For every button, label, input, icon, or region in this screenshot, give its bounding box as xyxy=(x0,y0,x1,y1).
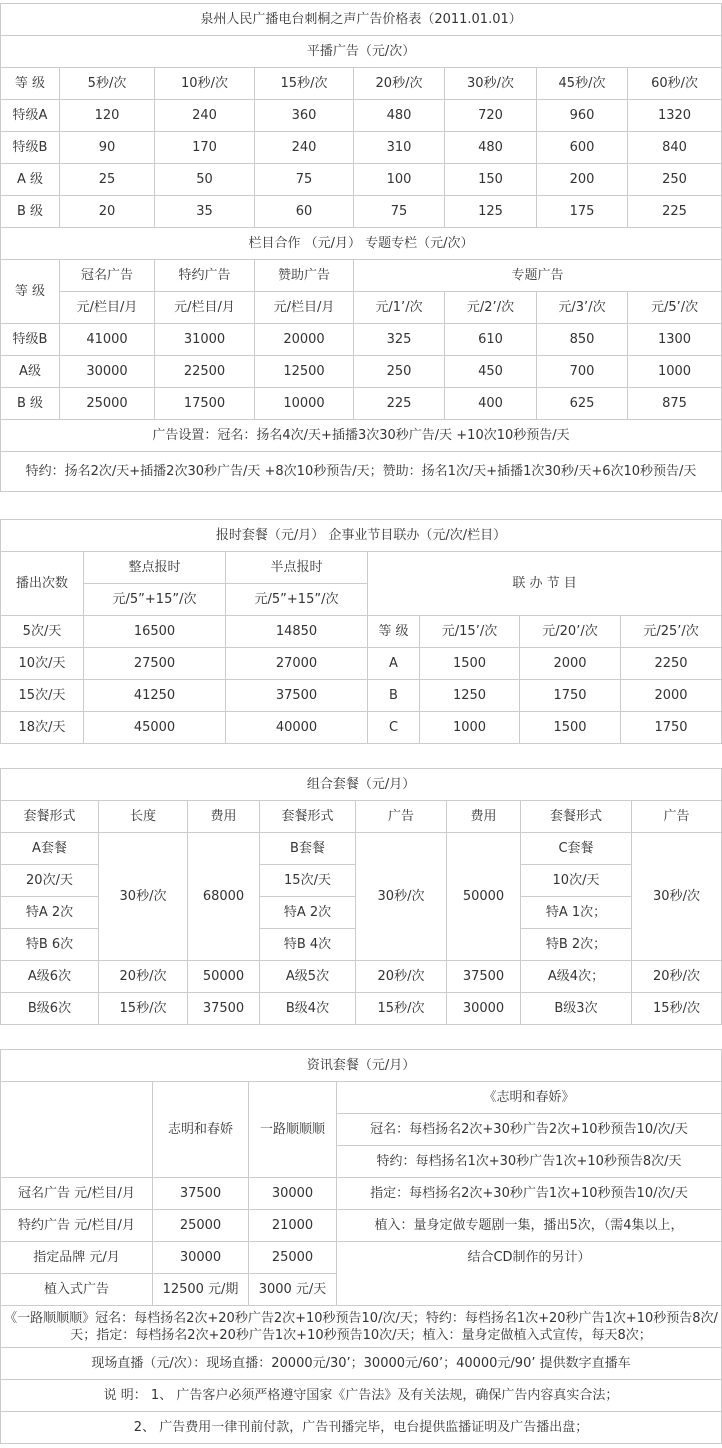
note-text: 特约：扬名2次/天+插播2次30秒广告/天 +8次10秒预告/天；赞助：扬名1次/天+插播1次30秒/天+6次10秒预告/天 xyxy=(1,452,722,492)
table-cell: B级3次 xyxy=(521,993,632,1025)
table-cell: B级6次 xyxy=(1,993,99,1025)
table-cell: 1000 xyxy=(628,356,722,388)
table-cell: 480 xyxy=(445,132,537,164)
table-cell: 225 xyxy=(354,388,445,420)
table-cell: 37500 xyxy=(226,680,368,712)
table-cell: A 级 xyxy=(1,164,60,196)
table-cell: 16500 xyxy=(84,616,226,648)
note-text: 说 明： 1、 广告客户必须严格遵守国家《广告法》及有关法规，确保广告内容真实合法； xyxy=(1,1380,722,1412)
table-cell: 结合CD制作的另计） xyxy=(337,1242,722,1306)
table-cell: 植入式广告 xyxy=(1,1274,153,1306)
table-cell: 20秒/次 xyxy=(99,961,188,993)
header-cell: 费用 xyxy=(447,801,521,833)
table-cell: 50000 xyxy=(188,961,260,993)
table-cell: 特级A xyxy=(1,100,60,132)
table-cell: B级4次 xyxy=(260,993,356,1025)
table-cell: 25000 xyxy=(60,388,155,420)
table-cell: 特A 2次 xyxy=(260,897,356,929)
table-cell: 14850 xyxy=(226,616,368,648)
header-cell: 套餐形式 xyxy=(521,801,632,833)
table-cell: 150 xyxy=(445,164,537,196)
table-cell: 37500 xyxy=(188,993,260,1025)
table-cell: 20秒/次 xyxy=(356,961,447,993)
table-cell: 68000 xyxy=(188,833,260,961)
table-cell: 15次/天 xyxy=(1,680,84,712)
table-cell: 225 xyxy=(628,196,722,228)
table-cell: 1500 xyxy=(420,648,520,680)
table-cell: 1500 xyxy=(520,712,621,744)
table-cell: 30秒/次 xyxy=(632,833,722,961)
table-cell: 25000 xyxy=(249,1242,337,1274)
header-cell: 志明和春娇 xyxy=(153,1082,249,1178)
table-cell: 90 xyxy=(60,132,155,164)
header-cell: 广告 xyxy=(356,801,447,833)
table-cell: 240 xyxy=(255,132,354,164)
table-cell: 850 xyxy=(537,324,628,356)
table-cell: 25 xyxy=(60,164,155,196)
table-cell: 170 xyxy=(155,132,255,164)
table-cell: 12500 xyxy=(255,356,354,388)
table-cell: 200 xyxy=(537,164,628,196)
table-cell: C xyxy=(368,712,420,744)
table-cell: A xyxy=(368,648,420,680)
table-cell: 20000 xyxy=(255,324,354,356)
table-cell: 27500 xyxy=(84,648,226,680)
header-cell: 元/栏目/月 xyxy=(60,292,155,324)
table-cell: 50 xyxy=(155,164,255,196)
table-cell: 325 xyxy=(354,324,445,356)
table-cell: 41250 xyxy=(84,680,226,712)
table-cell: A级5次 xyxy=(260,961,356,993)
table-cell: 特约：每档扬名1次+30秒广告1次+10秒预告8次/天 xyxy=(337,1146,722,1178)
table-cell: 10次/天 xyxy=(1,648,84,680)
table-cell: 840 xyxy=(628,132,722,164)
header-cell: 元/栏目/月 xyxy=(255,292,354,324)
table-cell: 22500 xyxy=(155,356,255,388)
header-cell: 长度 xyxy=(99,801,188,833)
header-cell: 5秒/次 xyxy=(60,68,155,100)
header-cell: 广告 xyxy=(632,801,722,833)
note-text: 现场直播（元/次）：现场直播：20000元/30’；30000元/60’；40000元/90’ 提供数字直播车 xyxy=(1,1348,722,1380)
table-cell: 30000 xyxy=(249,1178,337,1210)
header-cell: 45秒/次 xyxy=(537,68,628,100)
section-title: 平播广告（元/次） xyxy=(1,36,722,68)
info-package-table xyxy=(0,1049,722,1444)
table-cell: A套餐 xyxy=(1,833,99,865)
table-cell: 100 xyxy=(354,164,445,196)
table-cell: 1300 xyxy=(628,324,722,356)
table-cell: 20 xyxy=(60,196,155,228)
table-cell: 625 xyxy=(537,388,628,420)
table-cell: 35 xyxy=(155,196,255,228)
table-cell: 特约广告 元/栏目/月 xyxy=(1,1210,153,1242)
table-cell: 75 xyxy=(354,196,445,228)
table-cell: 240 xyxy=(155,100,255,132)
table-cell: 2000 xyxy=(621,680,722,712)
table-cell: 720 xyxy=(445,100,537,132)
table-cell: 60 xyxy=(255,196,354,228)
header-cell: 播出次数 xyxy=(1,552,84,616)
header-cell: 联 办 节 目 xyxy=(368,552,722,616)
table-title: 组合套餐（元/月） xyxy=(1,769,722,801)
table-cell: B 级 xyxy=(1,388,60,420)
table-cell: B套餐 xyxy=(260,833,356,865)
header-cell: 等 级 xyxy=(1,68,60,100)
table-cell: 30000 xyxy=(153,1242,249,1274)
table-cell: 指定：每档扬名2次+30秒广告1次+10秒预告10/次/天 xyxy=(337,1178,722,1210)
table-cell: 37500 xyxy=(447,961,521,993)
table-cell: 37500 xyxy=(153,1178,249,1210)
table-cell: 250 xyxy=(628,164,722,196)
header-cell: 一路顺顺顺 xyxy=(249,1082,337,1178)
table-cell: 400 xyxy=(445,388,537,420)
table-cell: 610 xyxy=(445,324,537,356)
table-cell: 30秒/次 xyxy=(356,833,447,961)
header-cell: 元/5”+15”/次 xyxy=(84,584,226,616)
table-cell: 特B 2次； xyxy=(521,929,632,961)
header-cell: 元/3’/次 xyxy=(537,292,628,324)
table-cell: 41000 xyxy=(60,324,155,356)
header-cell: 元/5’/次 xyxy=(628,292,722,324)
table-cell: 元/15’/次 xyxy=(420,616,520,648)
table-cell: 450 xyxy=(445,356,537,388)
header-cell: 等 级 xyxy=(1,260,60,324)
table-cell: 480 xyxy=(354,100,445,132)
header-cell: 整点报时 xyxy=(84,552,226,584)
table-cell: 15次/天 xyxy=(260,865,356,897)
table-cell: 310 xyxy=(354,132,445,164)
table-cell: 15秒/次 xyxy=(356,993,447,1025)
table-cell: 30000 xyxy=(447,993,521,1025)
table-cell: 特A 2次 xyxy=(1,897,99,929)
header-cell: 赞助广告 xyxy=(255,260,354,292)
table-cell: 960 xyxy=(537,100,628,132)
table-cell: 10次/天 xyxy=(521,865,632,897)
table-title: 资讯套餐（元/月） xyxy=(1,1050,722,1082)
header-cell: 专题广告 xyxy=(354,260,722,292)
table-cell: 700 xyxy=(537,356,628,388)
table-cell: 元/20’/次 xyxy=(520,616,621,648)
table-cell: 元/25’/次 xyxy=(621,616,722,648)
table-cell: 1000 xyxy=(420,712,520,744)
table-cell: 40000 xyxy=(226,712,368,744)
note-text: 《一路顺顺顺》冠名：每档扬名2次+20秒广告2次+10秒预告10/次/天；特约：每档扬名1次+20秒广告1次+10秒预告8次/天；指定：每档扬名2次+20秒广告1次+10秒预告10次/天；植入：量身定做植入式宣传，每天8次； xyxy=(1,1306,722,1348)
table-cell: 21000 xyxy=(249,1210,337,1242)
header-cell: 冠名广告 xyxy=(60,260,155,292)
table-cell: 12500 元/期 xyxy=(153,1274,249,1306)
table-cell: 25000 xyxy=(153,1210,249,1242)
table-cell: 特A 1次； xyxy=(521,897,632,929)
table-cell: B 级 xyxy=(1,196,60,228)
table-cell: 1320 xyxy=(628,100,722,132)
time-signal-table xyxy=(0,519,722,744)
table-cell: 2250 xyxy=(621,648,722,680)
table-cell: C套餐 xyxy=(521,833,632,865)
note-text: 2、 广告费用一律刊前付款，广告刊播完毕，电台提供监播证明及广告播出盘； xyxy=(1,1412,722,1444)
table-cell xyxy=(1,1082,153,1178)
table-cell: 特B 4次 xyxy=(260,929,356,961)
table-cell: 50000 xyxy=(447,833,521,961)
header-cell: 费用 xyxy=(188,801,260,833)
table-cell: 1250 xyxy=(420,680,520,712)
header-cell: 套餐形式 xyxy=(1,801,99,833)
table-cell: 30秒/次 xyxy=(99,833,188,961)
header-cell: 10秒/次 xyxy=(155,68,255,100)
table-cell: 15秒/次 xyxy=(99,993,188,1025)
table-cell: 175 xyxy=(537,196,628,228)
table-cell: 指定品牌 元/月 xyxy=(1,1242,153,1274)
table-cell: A级6次 xyxy=(1,961,99,993)
table-cell: 20次/天 xyxy=(1,865,99,897)
header-cell: 元/2’/次 xyxy=(445,292,537,324)
table-cell: 75 xyxy=(255,164,354,196)
table-cell: 10000 xyxy=(255,388,354,420)
table-title: 泉州人民广播电台刺桐之声广告价格表（2011.01.01） xyxy=(1,4,722,36)
header-cell: 20秒/次 xyxy=(354,68,445,100)
header-cell: 半点报时 xyxy=(226,552,368,584)
table-cell: 等 级 xyxy=(368,616,420,648)
table-cell: 120 xyxy=(60,100,155,132)
header-cell: 30秒/次 xyxy=(445,68,537,100)
table-cell: 15秒/次 xyxy=(632,993,722,1025)
table-cell: B xyxy=(368,680,420,712)
table-cell: 250 xyxy=(354,356,445,388)
header-cell: 特约广告 xyxy=(155,260,255,292)
table-cell: 18次/天 xyxy=(1,712,84,744)
rate-table-main xyxy=(0,3,722,492)
table-cell: 冠名：每档扬名2次+30秒广告2次+10秒预告10/次/天 xyxy=(337,1114,722,1146)
table-cell: 特B 6次 xyxy=(1,929,99,961)
table-cell: 875 xyxy=(628,388,722,420)
table-cell: 特级B xyxy=(1,324,60,356)
table-cell: 20秒/次 xyxy=(632,961,722,993)
table-cell: 植入：量身定做专题剧一集，播出5次，（需4集以上， xyxy=(337,1210,722,1242)
note-text: 广告设置：冠名：扬名4次/天+插播3次30秒广告/天 +10次10秒预告/天 xyxy=(1,420,722,452)
table-cell: 30000 xyxy=(60,356,155,388)
table-cell: 17500 xyxy=(155,388,255,420)
header-cell: 《志明和春娇》 xyxy=(337,1082,722,1114)
table-cell: 2000 xyxy=(520,648,621,680)
header-cell: 套餐形式 xyxy=(260,801,356,833)
header-cell: 60秒/次 xyxy=(628,68,722,100)
section-title: 栏目合作 （元/月） 专题专栏（元/次） xyxy=(1,228,722,260)
header-cell: 元/1’/次 xyxy=(354,292,445,324)
table-cell: 5次/天 xyxy=(1,616,84,648)
table-cell: 27000 xyxy=(226,648,368,680)
table-cell: 1750 xyxy=(520,680,621,712)
table-cell: 45000 xyxy=(84,712,226,744)
combo-package-table xyxy=(0,768,722,1025)
table-cell: 31000 xyxy=(155,324,255,356)
header-cell: 元/栏目/月 xyxy=(155,292,255,324)
table-cell: 600 xyxy=(537,132,628,164)
table-cell: 360 xyxy=(255,100,354,132)
header-cell: 15秒/次 xyxy=(255,68,354,100)
table-title: 报时套餐（元/月） 企事业节目联办（元/次/栏目） xyxy=(1,520,722,552)
table-cell: 冠名广告 元/栏目/月 xyxy=(1,1178,153,1210)
table-cell: A级 xyxy=(1,356,60,388)
table-cell: 125 xyxy=(445,196,537,228)
table-cell: 3000 元/天 xyxy=(249,1274,337,1306)
header-cell: 元/5”+15”/次 xyxy=(226,584,368,616)
table-cell: 特级B xyxy=(1,132,60,164)
table-cell: A级4次； xyxy=(521,961,632,993)
table-cell: 1750 xyxy=(621,712,722,744)
